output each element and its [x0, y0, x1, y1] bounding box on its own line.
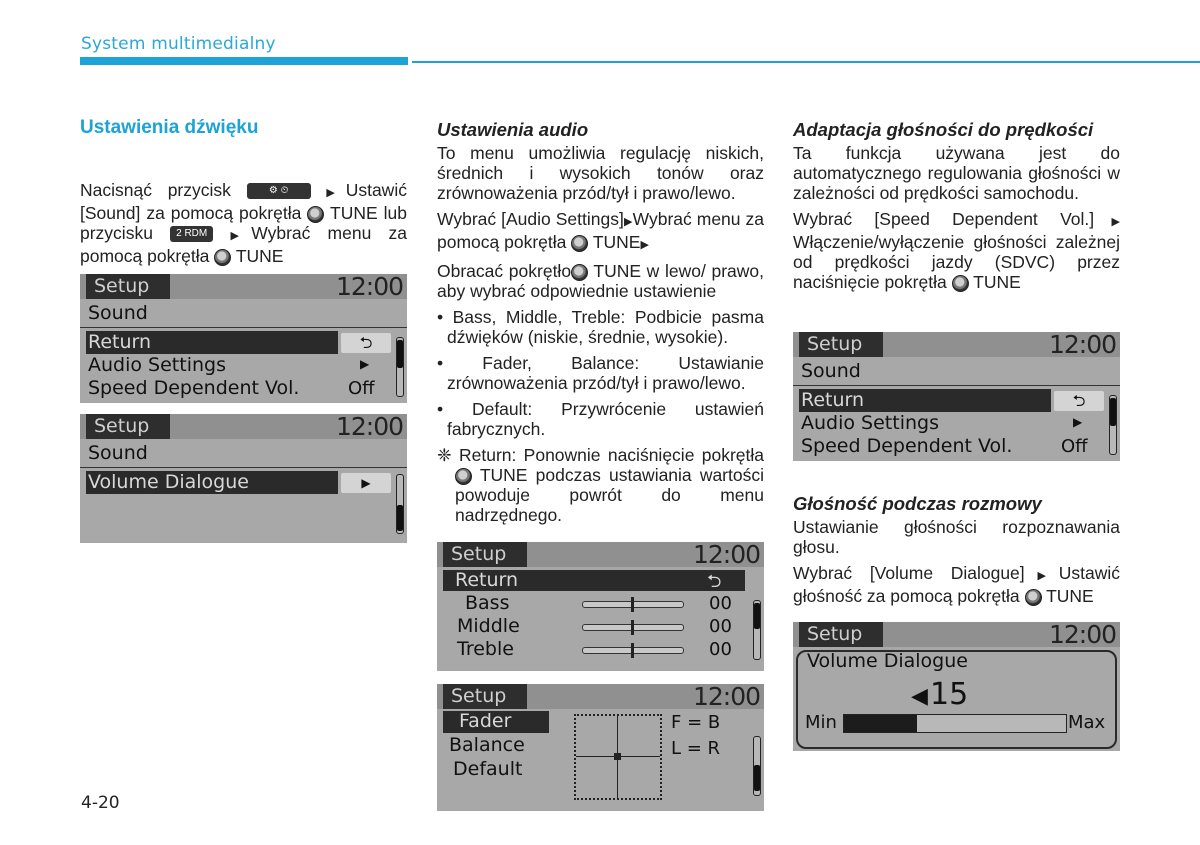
screen-clock: 12:00: [335, 274, 403, 301]
menu-item-speed-dependent-vol[interactable]: Speed Dependent Vol.: [801, 435, 1013, 457]
tune-knob-icon: [952, 275, 969, 292]
col2-p1: To menu umożliwia regulację niskich, średnich i wysokich tonów oraz zrównoważenia przód/tył i prawo/lewo.: [437, 143, 764, 203]
menu-item-treble[interactable]: Treble: [457, 638, 514, 660]
screen-clock: 12:00: [1048, 332, 1116, 359]
volume-slider-fill: [844, 715, 917, 732]
menu-item-return[interactable]: Return: [88, 331, 152, 353]
screen-clock: 12:00: [692, 684, 760, 711]
screen-volume-dialogue-popup: [793, 622, 1120, 751]
screen-title: Setup: [443, 542, 527, 567]
volume-slider[interactable]: [843, 714, 1067, 733]
col3-p2: [793, 209, 1120, 292]
col3-p4: [793, 563, 1120, 606]
menu-item-balance[interactable]: Balance: [449, 734, 525, 756]
col2-p3: [437, 261, 764, 301]
arrow-right-icon: ▶: [623, 216, 633, 228]
heading-sound-settings: Ustawienia dźwięku: [80, 117, 259, 138]
col3-text: [793, 119, 1120, 298]
treble-slider[interactable]: [582, 647, 684, 654]
menu-title: Sound: [88, 442, 148, 464]
tune-knob-icon: [214, 249, 231, 266]
tune-knob-icon: [571, 264, 588, 281]
screen-audio-settings: [437, 542, 764, 671]
bullet-default: • Default: Przywrócenie ustawień fabrycznych.: [437, 399, 764, 439]
header-rule: [412, 61, 1200, 63]
balance-value: L = R: [671, 738, 721, 759]
page-number: 4-20: [81, 793, 120, 813]
text: Ustawić głośność za pomocą pokrętła: [793, 563, 1120, 606]
text: TUNE: [973, 272, 1021, 292]
arrow-right-icon: ▶: [1073, 415, 1083, 429]
volume-value: 15: [930, 677, 969, 712]
menu-item-return[interactable]: Return: [455, 569, 519, 591]
menu-title: Sound: [88, 302, 148, 324]
return-icon: ⮌: [1054, 391, 1104, 411]
tune-knob-icon: [1025, 589, 1042, 606]
menu-item-return[interactable]: Return: [801, 389, 865, 411]
bass-value: 00: [709, 593, 732, 614]
treble-value: 00: [709, 639, 732, 660]
text: Wybrać [Audio Settings]: [437, 209, 624, 229]
screen-title: Setup: [799, 622, 883, 647]
arrow-right-icon: ▶: [640, 239, 649, 251]
text: Ustawić [Sound] za pomocą pokrętła: [80, 180, 407, 223]
menu-item-fader[interactable]: Fader: [459, 710, 512, 732]
col3-p3: Ustawianie głośności rozpoznawania głosu.: [793, 517, 1120, 557]
heading-audio-settings: Ustawienia audio: [437, 119, 589, 140]
volume-max-label: Max: [1068, 712, 1106, 733]
screen-fader-balance: [437, 684, 764, 811]
menu-item-speed-dependent-vol[interactable]: Speed Dependent Vol.: [88, 377, 300, 399]
text: TUNE w lewo/ prawo, aby wybrać odpowiednie ustawienie: [437, 261, 764, 301]
fader-balance-grid[interactable]: [574, 714, 662, 800]
arrow-right-icon: ▶: [341, 473, 391, 493]
note-return: [437, 445, 764, 525]
fader-value: F = B: [671, 712, 721, 733]
col3-p1: Ta funkcja używana jest do automatycznego regulowania głośności w zależności od prędkości samochodu.: [793, 143, 1120, 203]
text: TUNE: [592, 232, 641, 252]
divider: [80, 327, 407, 328]
arrow-right-icon: ▶: [230, 230, 252, 242]
text: Nacisnąć przycisk: [80, 180, 231, 200]
scrollbar[interactable]: [753, 600, 761, 660]
text: TUNE podczas ustawiania wartości powoduje powrót do menu nadrzędnego.: [455, 465, 764, 525]
menu-item-default[interactable]: Default: [453, 758, 523, 780]
screen-clock: 12:00: [1048, 622, 1116, 649]
menu-item-audio-settings[interactable]: Audio Settings: [801, 412, 939, 434]
screen-clock: 12:00: [692, 542, 760, 569]
text: Wybrać [Speed Dependent Vol.]: [793, 209, 1095, 229]
screen-sound-menu-2: [793, 332, 1120, 461]
tune-knob-icon: [571, 235, 588, 252]
col3-text-2: [793, 493, 1120, 612]
col2-p2: [437, 209, 764, 255]
screen-title: Setup: [443, 684, 527, 709]
setup-clock-button-icon: ⚙ ⏲: [247, 183, 311, 199]
text: TUNE lub przycisku: [80, 203, 407, 243]
text: Wybrać menu za pomocą pokrętła: [80, 223, 407, 266]
divider: [80, 467, 407, 468]
volume-min-label: Min: [805, 712, 837, 733]
text: ❈ Return: Ponownie naciśnięcie pokrętła: [437, 445, 764, 465]
arrow-right-icon: ▶: [326, 187, 346, 199]
screen-title: Setup: [799, 332, 883, 357]
col1-paragraph: [80, 180, 407, 266]
scrollbar[interactable]: [396, 474, 404, 534]
header-accent-bar: [80, 57, 408, 65]
balance-position-marker: [614, 753, 621, 760]
text: TUNE: [1046, 586, 1094, 606]
popup-title: Volume Dialogue: [807, 650, 968, 672]
value-off: Off: [348, 378, 375, 399]
tune-knob-icon: [455, 468, 472, 485]
rdm-button-icon: 2 RDM: [170, 226, 213, 242]
heading-dialogue-volume: Głośność podczas rozmowy: [793, 493, 1042, 514]
menu-title: Sound: [801, 360, 861, 382]
tune-knob-icon: [307, 206, 324, 223]
screen-volume-dialogue-menu: [80, 414, 407, 543]
middle-slider[interactable]: [582, 624, 684, 631]
screen-title: Setup: [86, 274, 170, 299]
screen-clock: 12:00: [335, 414, 403, 441]
screen-title: Setup: [86, 414, 170, 439]
col2-text: [437, 119, 764, 531]
section-title: System multimedialny: [81, 34, 276, 54]
arrow-right-icon: ▶: [1094, 216, 1120, 228]
text: Wybrać menu za pomocą pokrętła: [437, 209, 764, 252]
screen-sound-menu: [80, 274, 407, 403]
text: Obracać pokrętło: [437, 261, 572, 281]
text: Włączenie/wyłączenie głośności zależnej od prędkości jazdy (SDVC) przez naciśnięcie pokrętła: [793, 232, 1120, 292]
text: TUNE: [235, 246, 284, 266]
bullet-bass-middle-treble: • Bass, Middle, Treble: Podbicie pasma dźwięków (niskie, średnie, wysokie).: [437, 307, 764, 347]
menu-item-volume-dialogue[interactable]: Volume Dialogue: [88, 471, 249, 493]
scrollbar[interactable]: [1109, 395, 1117, 455]
return-icon: ⮌: [707, 571, 722, 592]
menu-item-bass[interactable]: Bass: [465, 592, 510, 614]
speaker-icon: ◀: [911, 684, 928, 709]
menu-item-middle[interactable]: Middle: [457, 615, 520, 637]
menu-item-audio-settings[interactable]: Audio Settings: [88, 354, 226, 376]
bass-slider[interactable]: [582, 601, 684, 608]
value-off: Off: [1061, 436, 1088, 457]
bullet-fader-balance: • Fader, Balance: Ustawianie zrównoważenia przód/tył i prawo/lewo.: [437, 353, 764, 393]
heading-speed-volume: Adaptacja głośności do prędkości: [793, 119, 1094, 140]
scrollbar[interactable]: [396, 337, 404, 397]
return-icon: ⮌: [341, 333, 391, 353]
middle-value: 00: [709, 616, 732, 637]
text: Wybrać [Volume Dialogue]: [793, 563, 1025, 583]
scrollbar[interactable]: [753, 736, 761, 796]
col1-text: [80, 180, 407, 272]
divider: [793, 385, 1120, 386]
arrow-right-icon: ▶: [1024, 570, 1059, 582]
arrow-right-icon: ▶: [360, 357, 370, 371]
